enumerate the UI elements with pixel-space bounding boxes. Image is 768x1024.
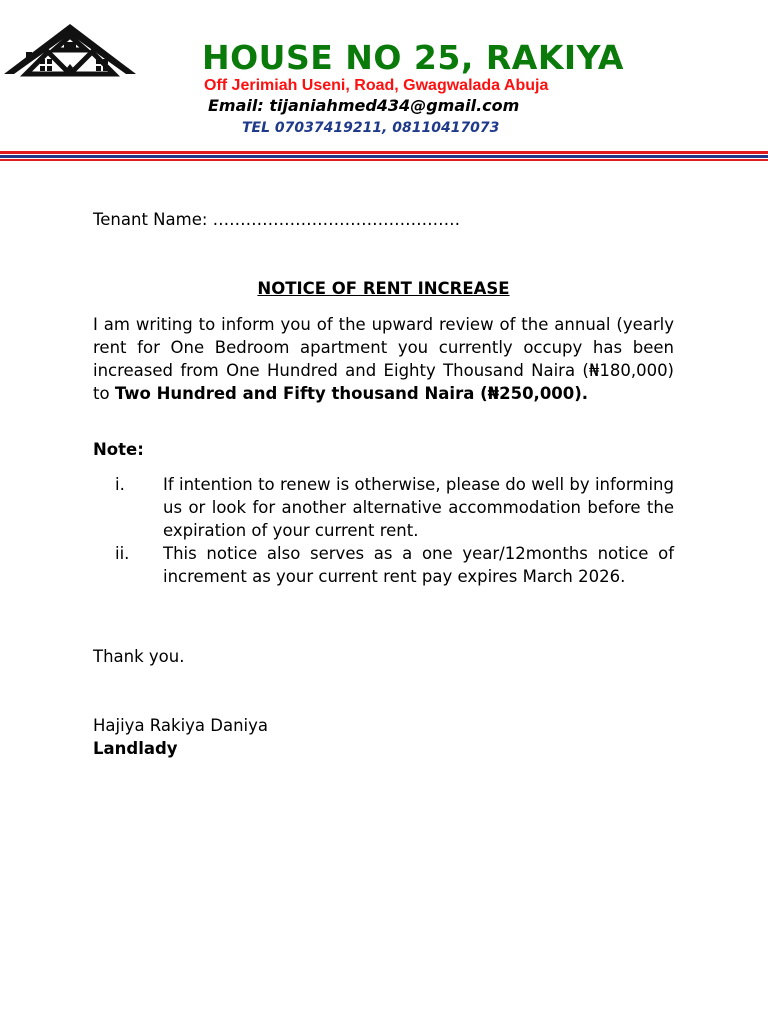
signatory-name: Hajiya Rakiya Daniya: [93, 716, 269, 735]
note-label: Note:: [93, 440, 144, 459]
notice-body: [93, 313, 674, 405]
list-item-text: If intention to renew is otherwise, please do well by informing us or look for another alternative accommodation before the expiration of your current rent.: [163, 475, 674, 540]
notice-body-new-rent: Two Hundred and Fifty thousand Naira (₦250,000).: [114, 384, 589, 403]
list-item: [93, 542, 674, 588]
letterhead-title: HOUSE NO 25, RAKIYA: [202, 38, 624, 77]
header-rule-red: [0, 151, 768, 154]
tenant-name-line: Tenant Name: ………………………………………: [93, 210, 461, 229]
closing-text: Thank you.: [93, 647, 185, 666]
letterhead-phone: TEL 07037419211, 08110417073: [242, 120, 500, 136]
letterhead-email: Email: tijaniahmed434@gmail.com: [208, 96, 520, 115]
header-rule-blue: [0, 155, 768, 158]
list-item-number: i.: [115, 475, 125, 494]
note-list: [93, 473, 674, 588]
notice-body-text: I am writing to inform you of the upward review of the annual (yearly rent for One Bedroom apartment you currently occupy has been increased from One Hundred and Eighty Thousand Naira (₦180,000) to: [93, 315, 674, 403]
signatory-role: Landlady: [93, 739, 178, 758]
notice-heading: NOTICE OF RENT INCREASE: [257, 279, 510, 298]
list-item-text: This notice also serves as a one year/12months notice of increment as your current rent pay expires March 2026.: [163, 544, 674, 586]
list-item-number: ii.: [115, 544, 130, 563]
header-rule-red-bottom: [0, 159, 768, 161]
list-item: [93, 473, 674, 542]
house-roof-logo-icon: [4, 22, 136, 78]
letterhead-address: Off Jerimiah Useni, Road, Gwagwalada Abuja: [204, 77, 549, 94]
